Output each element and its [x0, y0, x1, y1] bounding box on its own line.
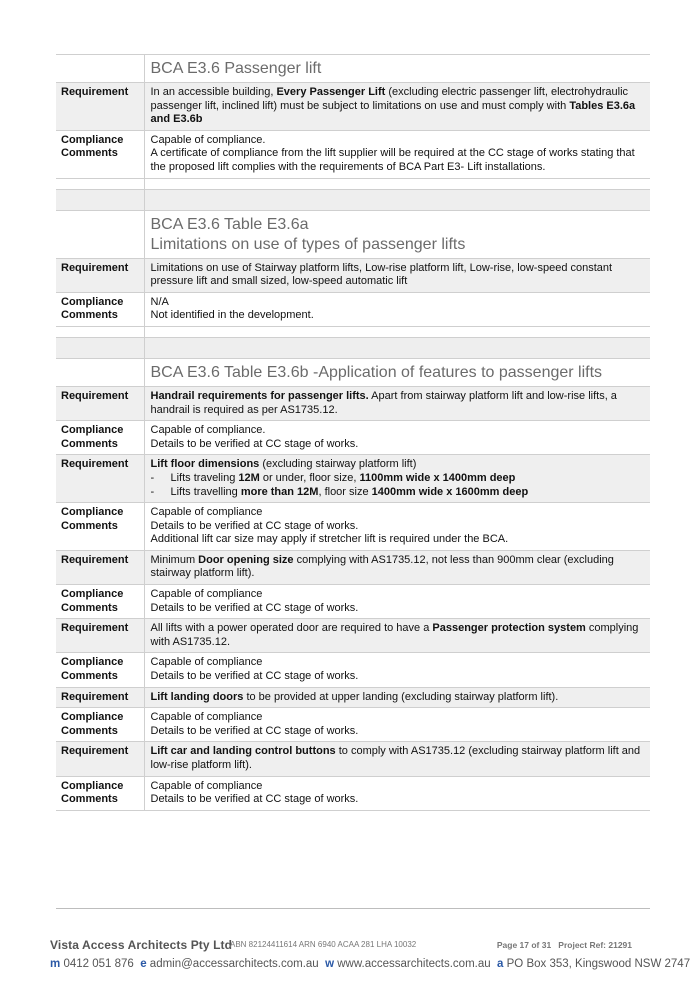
company-name: Vista Access Architects Pty Ltd: [50, 938, 233, 952]
comment-line: Capable of compliance: [150, 588, 263, 601]
bold-text: Door opening size: [198, 553, 294, 566]
compliance-text: [144, 503, 650, 551]
section-gap-row: [56, 337, 650, 358]
section-title-row: [56, 55, 650, 83]
compliance-row: [56, 776, 650, 810]
comment-line: Capable of compliance.: [150, 424, 266, 437]
requirement-text: [144, 687, 650, 708]
row-label: Requirement: [56, 742, 144, 776]
bold-text: Passenger protection system: [432, 622, 586, 635]
compliance-row: [56, 292, 650, 326]
comment-line: Details to be verified at CC stage of works.: [150, 601, 359, 614]
row-label: Compliance Comments: [56, 292, 144, 326]
contact-line: [50, 958, 691, 970]
bold-text: Lift floor dimensions: [150, 458, 260, 471]
website: www.accessarchitects.com.au: [337, 958, 491, 970]
section-title-line: BCA E3.6 Table E3.6b -Application of features to passenger lifts: [150, 363, 603, 381]
text-run: complying with AS1735.12.: [150, 622, 639, 648]
bold-text: 1100mm wide x 1400mm deep: [359, 471, 516, 484]
dash-item: [151, 472, 645, 486]
title-label-cell: [56, 358, 144, 386]
text-run: Minimum: [150, 553, 199, 566]
compliance-text: [144, 708, 650, 742]
bold-text: 12M: [238, 471, 260, 484]
compliance-text: [144, 292, 650, 326]
row-label: Requirement: [56, 386, 144, 420]
section-title-row: [56, 210, 650, 258]
requirement-row: [56, 258, 650, 292]
compliance-row: [56, 421, 650, 455]
comment-line: Capable of compliance.: [150, 133, 266, 146]
section-title-line: BCA E3.6 Table E3.6a: [150, 215, 309, 233]
company-registration: ABN 82124411614 ARN 6940 ACAA 281 LHA 10032: [230, 940, 417, 949]
dash-bullet: -: [150, 485, 155, 498]
web-key: w: [325, 958, 335, 970]
dash-item: [151, 486, 645, 500]
text-run: or under, floor size,: [259, 471, 360, 484]
email-address: admin@accessarchitects.com.au: [149, 958, 319, 970]
title-label-cell: [56, 55, 144, 83]
row-label: Compliance Comments: [56, 776, 144, 810]
comment-line: Details to be verified at CC stage of works.: [150, 793, 359, 806]
section-title-line: Limitations on use of types of passenger lifts: [150, 235, 466, 253]
text-run: (excluding electric passenger lift, electrohydraulic passenger lift, inclined lift) must be subject to limitations on use and must comply with: [150, 86, 629, 112]
requirement-text: [144, 742, 650, 776]
row-label: Requirement: [56, 455, 144, 503]
compliance-text: [144, 776, 650, 810]
section-spacer: [56, 326, 650, 337]
text-run: Limitations on use of Stairway platform lifts, Low-rise platform lift, Low-rise, low-speed constant pressure lift and small sized, low-speed automatic lift: [150, 261, 613, 288]
compliance-text: [144, 653, 650, 687]
requirement-text: [144, 619, 650, 653]
requirement-row: [56, 386, 650, 420]
dash-bullet: -: [150, 471, 155, 484]
comment-line: Capable of compliance: [150, 506, 263, 519]
postal-address: PO Box 353, Kingswood NSW 2747: [506, 958, 691, 970]
section-gap-row: [56, 189, 650, 210]
bold-text: Tables E3.6a and E3.6b: [150, 99, 636, 126]
comment-line: Details to be verified at CC stage of works.: [150, 724, 359, 737]
section-title-line: BCA E3.6 Passenger lift: [150, 60, 322, 77]
section-title: [144, 55, 650, 83]
bold-text: Lift car and landing control buttons: [150, 745, 336, 758]
section-spacer: [56, 178, 650, 189]
footer-divider: [56, 908, 650, 909]
requirement-row: [56, 550, 650, 584]
bold-text: more than 12M: [240, 485, 319, 498]
requirement-text: [144, 83, 650, 131]
compliance-row: [56, 653, 650, 687]
page-info: [497, 940, 632, 950]
row-label: Requirement: [56, 83, 144, 131]
bold-text: Handrail requirements for passenger lifts.: [150, 389, 369, 402]
compliance-row: [56, 503, 650, 551]
row-label: Requirement: [56, 258, 144, 292]
text-run: All lifts with a power operated door are required to have a: [150, 622, 433, 635]
row-label: Compliance Comments: [56, 503, 144, 551]
page-number: Page 17 of 31: [496, 940, 552, 950]
comment-line: Details to be verified at CC stage of works.: [150, 519, 359, 532]
address-key: a: [497, 958, 504, 970]
row-label: Compliance Comments: [56, 585, 144, 619]
project-ref: Project Ref: 21291: [558, 940, 632, 950]
text-run: In an accessible building,: [150, 86, 277, 98]
requirement-row: [56, 619, 650, 653]
text-run: complying with AS1735.12, not less than 900mm clear (excluding stairway platform lift).: [150, 553, 614, 580]
bold-text: Every Passenger Lift: [276, 86, 386, 98]
text-run: Lifts travelling: [170, 485, 241, 498]
email-key: e: [140, 958, 147, 970]
comment-line: Capable of compliance: [150, 779, 263, 792]
comment-line: Capable of compliance: [150, 656, 263, 669]
section-title: [144, 358, 650, 386]
bold-text: Lift landing doors: [150, 690, 244, 703]
compliance-text: [144, 421, 650, 455]
section-title-row: [56, 358, 650, 386]
comment-line: Additional lift car size may apply if stretcher lift is required under the BCA.: [150, 533, 509, 546]
requirement-row: [56, 687, 650, 708]
comment-line: Not identified in the development.: [150, 309, 314, 322]
requirement-text: [144, 386, 650, 420]
row-label: Compliance Comments: [56, 653, 144, 687]
comment-line: A certificate of compliance from the lift supplier will be required at the CC stage of works stating that the proposed lift complies with the requirements of BCA Part E3- Lift installations.: [150, 147, 635, 173]
text-run: (excluding stairway platform lift): [259, 458, 417, 471]
bold-text: 1400mm wide x 1600mm deep: [371, 485, 529, 498]
row-label: Compliance Comments: [56, 130, 144, 178]
row-label: Requirement: [56, 687, 144, 708]
text-run: Apart from stairway platform lift and low-rise lifts, a handrail is required as per AS1735.12.: [150, 389, 617, 416]
comment-line: N/A: [150, 295, 169, 308]
compliance-row: [56, 708, 650, 742]
comment-line: Details to be verified at CC stage of works.: [150, 670, 359, 683]
mobile-number: 0412 051 876: [63, 958, 134, 970]
section-title: [144, 210, 650, 258]
requirement-text: [144, 258, 650, 292]
text-run: to comply with AS1735.12 (excluding stairway platform lift and low-rise platform lift).: [150, 745, 641, 771]
requirement-row: [56, 742, 650, 776]
row-label: Requirement: [56, 619, 144, 653]
row-label: Requirement: [56, 550, 144, 584]
text-run: to be provided at upper landing (excluding stairway platform lift).: [243, 690, 559, 703]
title-label-cell: [56, 210, 144, 258]
requirement-row: [56, 83, 650, 131]
requirement-row: [56, 455, 650, 503]
row-label: Compliance Comments: [56, 421, 144, 455]
compliance-table: [56, 54, 650, 811]
compliance-text: [144, 585, 650, 619]
compliance-row: [56, 585, 650, 619]
text-run: Lifts traveling: [170, 471, 239, 484]
comment-line: Details to be verified at CC stage of works.: [150, 437, 359, 450]
mobile-key: m: [50, 958, 61, 970]
requirement-text: [144, 550, 650, 584]
requirement-text: [144, 455, 650, 503]
text-run: , floor size: [318, 485, 372, 498]
page-footer: [50, 938, 691, 970]
row-label: Compliance Comments: [56, 708, 144, 742]
comment-line: Capable of compliance: [150, 711, 263, 724]
compliance-row: [56, 130, 650, 178]
compliance-text: [144, 130, 650, 178]
